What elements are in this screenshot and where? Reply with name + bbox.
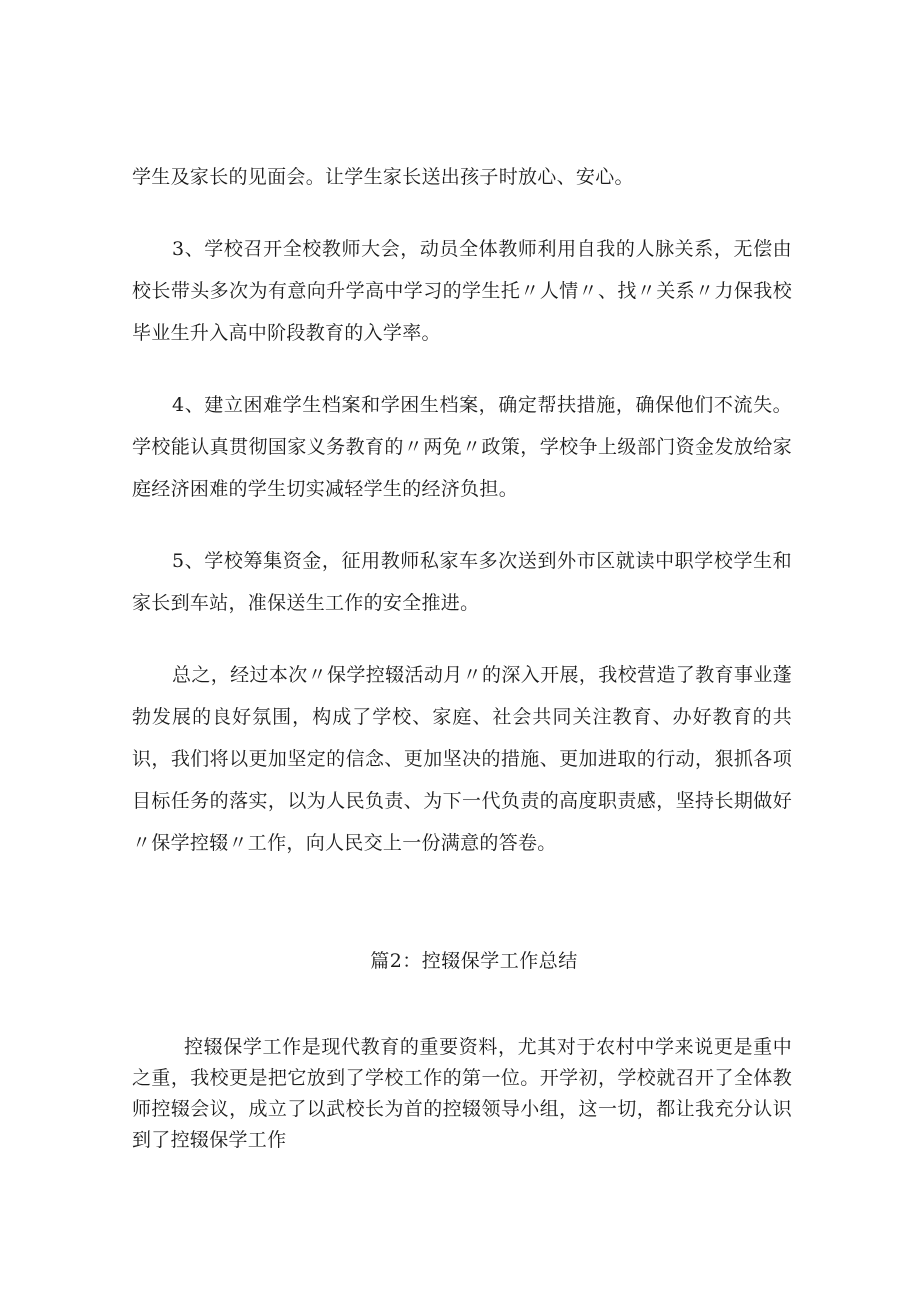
paragraph-item-4: 4、建立困难学生档案和学困生档案，确定帮扶措施，确保他们不流失。学校能认真贯彻国家义务教育的〃两免〃政策，学校争上级部门资金发放给家庭经济困难的学生切实减轻学生的经济负担。 <box>132 394 792 500</box>
paragraph-item-3: 3、学校召开全校教师大会，动员全体教师利用自我的人脉关系，无偿由校长带头多次为有意向升学高中学习的学生托〃人情〃、找〃关系〃力保我校毕业生升入高中阶段教育的入学率。 <box>132 238 792 344</box>
section-two-title: 篇2：控辍保学工作总结 <box>370 950 578 972</box>
section-two <box>132 1032 792 1156</box>
paragraph-item-5: 5、学校筹集资金，征用教师私家车多次送到外市区就读中职学校学生和家长到车站，准保送生工作的安全推进。 <box>132 550 792 614</box>
paragraph-summary: 总之，经过本次〃保学控辍活动月〃的深入开展，我校营造了教育事业蓬勃发展的良好氛围，构成了学校、家庭、社会共同关注教育、办好教育的共识，我们将以更加坚定的信念、更加坚决的措施、更加进取的行动，狠抓各项目标任务的落实，以为人民负责、为下一代负责的高度职责感，坚持长期做好〃保学控辍〃工作，向人民交上一份满意的答卷。 <box>132 664 792 854</box>
section-two-paragraph: 控辍保学工作是现代教育的重要资料，尤其对于农村中学来说更是重中之重，我校更是把它放到了学校工作的第一位。开学初，学校就召开了全体教师控辍会议，成立了以武校长为首的控辍领导小组，这一切，都让我充分认识到了控辍保学工作 <box>132 1036 792 1151</box>
section-one <box>132 156 792 894</box>
paragraph-continuation: 学生及家长的见面会。让学生家长送出孩子时放心、安心。 <box>132 166 634 188</box>
